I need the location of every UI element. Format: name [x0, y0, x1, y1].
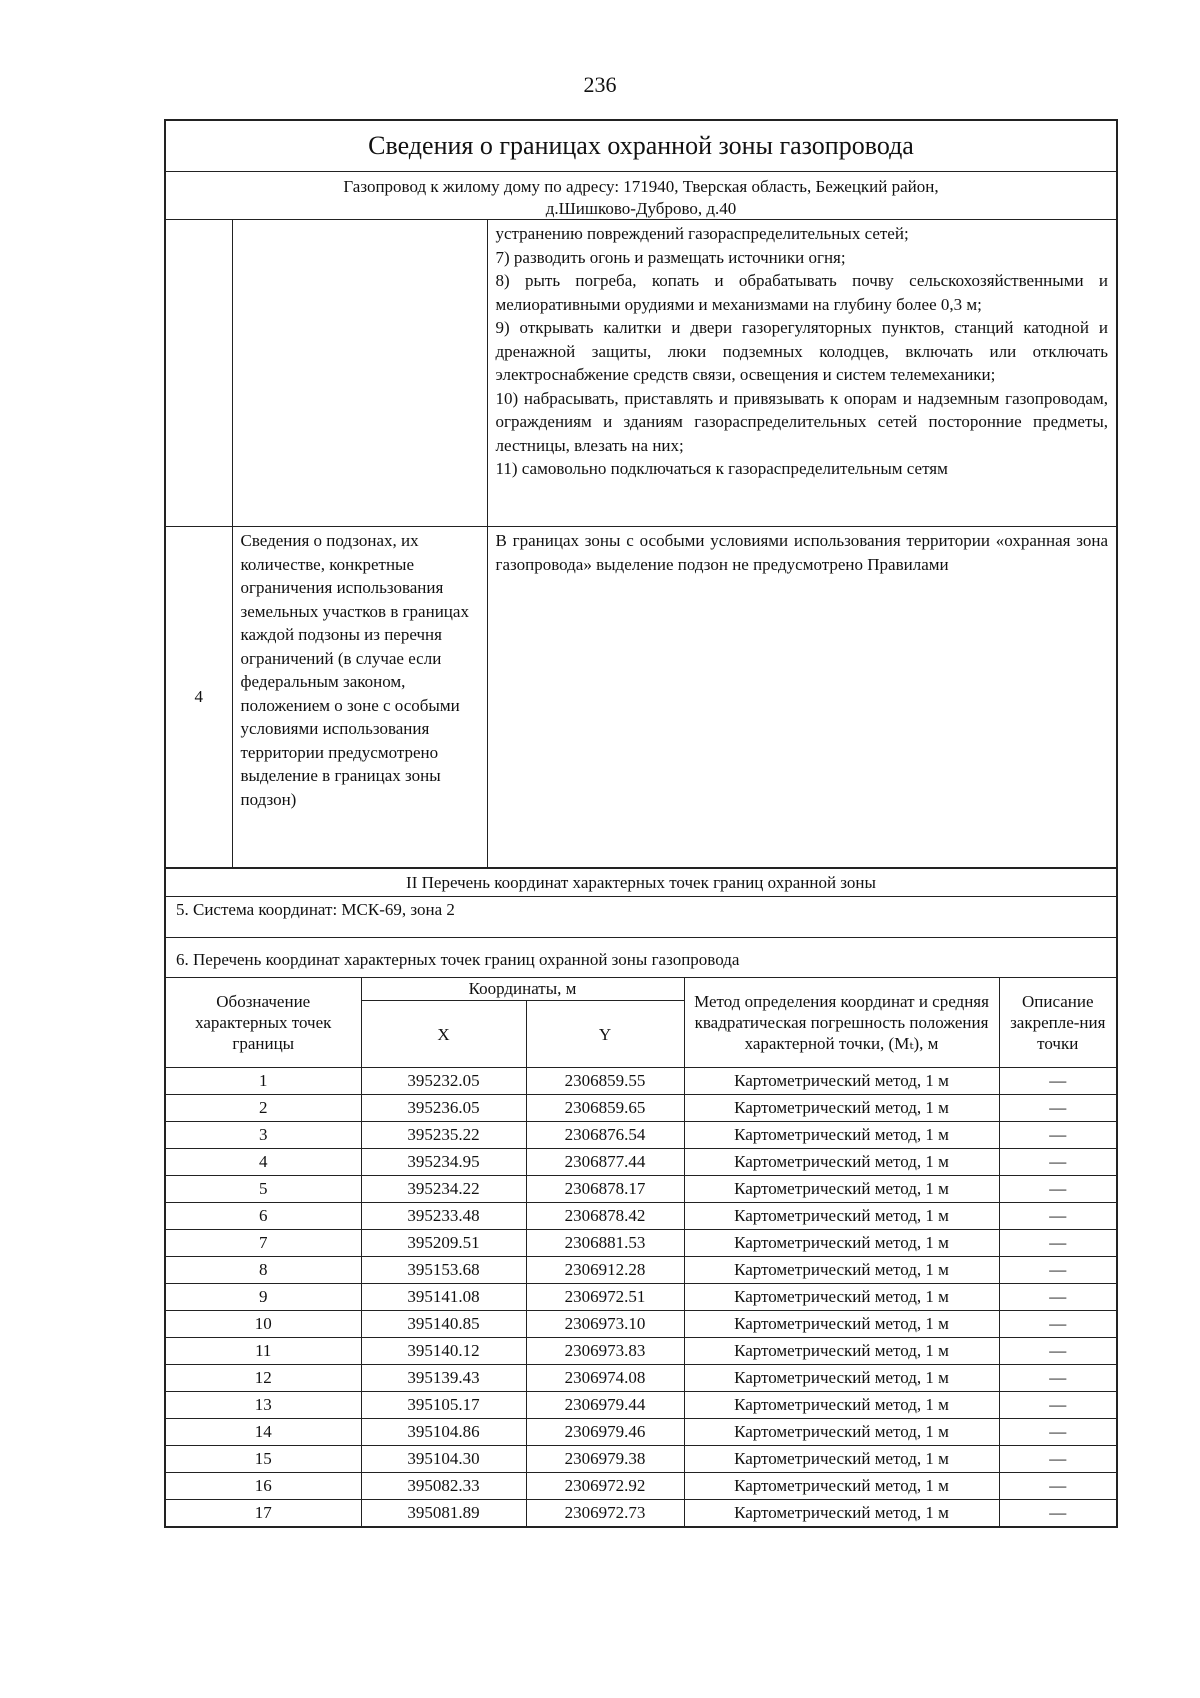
method: Картометрический метод, 1 м: [684, 1257, 999, 1284]
address-line-2: д.Шишково-Дуброво, д.40: [545, 199, 737, 218]
coord-x: 395234.22: [361, 1176, 526, 1203]
row-number: 4: [166, 527, 232, 868]
point-number: 1: [166, 1068, 361, 1095]
restriction-item: 7) разводить огонь и размещать источники огня;: [495, 247, 846, 267]
method: Картометрический метод, 1 м: [684, 1338, 999, 1365]
coord-y: 2306877.44: [526, 1149, 684, 1176]
table-row: [166, 1473, 1116, 1500]
coord-y: 2306912.28: [526, 1257, 684, 1284]
method: Картометрический метод, 1 м: [684, 1122, 999, 1149]
point-description: —: [999, 1473, 1116, 1500]
document-table: [164, 119, 1118, 1528]
table-row: [166, 1203, 1116, 1230]
point-description: —: [999, 1284, 1116, 1311]
coord-x: 395105.17: [361, 1392, 526, 1419]
info-table: [166, 220, 1116, 868]
header-method: Метод определения координат и средняя квадратическая погрешность положения характерной точки, (Mₜ), м: [684, 978, 999, 1068]
coord-y: 2306876.54: [526, 1122, 684, 1149]
subzones-value: В границах зоны с особыми условиями использования территории «охранная зона газопровода» выделение подзон не предусмотрено Правилами: [495, 531, 1108, 574]
method: Картометрический метод, 1 м: [684, 1203, 999, 1230]
point-number: 10: [166, 1311, 361, 1338]
coord-y: 2306979.46: [526, 1419, 684, 1446]
coord-y: 2306973.83: [526, 1338, 684, 1365]
method: Картометрический метод, 1 м: [684, 1419, 999, 1446]
coord-x: 395141.08: [361, 1284, 526, 1311]
section-2-title: II Перечень координат характерных точек границ охранной зоны: [166, 868, 1116, 896]
coord-y: 2306881.53: [526, 1230, 684, 1257]
coord-y: 2306974.08: [526, 1365, 684, 1392]
point-number: 16: [166, 1473, 361, 1500]
coordinate-list-title: 6. Перечень координат характерных точек границ охранной зоны газопровода: [166, 937, 1116, 977]
subzones-label: Сведения о подзонах, их количестве, конкретные ограничения использования земельных участков в границах каждой подзоны из перечня ограничений (в случае если федеральным законом, положением о зоне с особыми условиями использования территории предусмотрено выделение в границах зоны подзон): [232, 527, 487, 868]
restrictions-cell: [487, 220, 1116, 527]
table-row: [166, 1257, 1116, 1284]
point-number: 8: [166, 1257, 361, 1284]
point-description: —: [999, 1311, 1116, 1338]
address-line-1: Газопровод к жилому дому по адресу: 171940, Тверская область, Бежецкий район,: [343, 177, 939, 196]
method: Картометрический метод, 1 м: [684, 1473, 999, 1500]
point-number: 9: [166, 1284, 361, 1311]
header-y: Y: [526, 1001, 684, 1068]
point-number: 13: [166, 1392, 361, 1419]
table-row: [166, 1068, 1116, 1095]
method: Картометрический метод, 1 м: [684, 1284, 999, 1311]
point-description: —: [999, 1230, 1116, 1257]
restriction-item: 11) самовольно подключаться к газораспределительным сетям: [495, 459, 948, 478]
table-row: [166, 1500, 1116, 1527]
point-description: —: [999, 1446, 1116, 1473]
point-number: 2: [166, 1095, 361, 1122]
header-point: Обозначение характерных точек границы: [166, 978, 361, 1068]
method: Картометрический метод, 1 м: [684, 1230, 999, 1257]
point-description: —: [999, 1149, 1116, 1176]
point-number: 12: [166, 1365, 361, 1392]
coord-y: 2306979.44: [526, 1392, 684, 1419]
coord-y: 2306859.65: [526, 1095, 684, 1122]
restriction-item: 8) рыть погреба, копать и обрабатывать почву сельскохозяйственными и мелиоративными орудиями и механизмами на глубину более 0,3 м;: [495, 271, 1108, 314]
coord-y: 2306972.92: [526, 1473, 684, 1500]
coord-x: 395140.85: [361, 1311, 526, 1338]
coord-y: 2306878.42: [526, 1203, 684, 1230]
coord-x: 395232.05: [361, 1068, 526, 1095]
subzones-value-cell: [487, 527, 1116, 868]
method: Картометрический метод, 1 м: [684, 1392, 999, 1419]
point-description: —: [999, 1203, 1116, 1230]
coord-y: 2306972.51: [526, 1284, 684, 1311]
restriction-item: устранению повреждений газораспределительных сетей;: [495, 224, 909, 243]
coord-x: 395081.89: [361, 1500, 526, 1527]
table-row: [166, 1149, 1116, 1176]
coord-y: 2306973.10: [526, 1311, 684, 1338]
document-title: Сведения о границах охранной зоны газопровода: [166, 121, 1116, 172]
point-description: —: [999, 1500, 1116, 1527]
point-number: 14: [166, 1419, 361, 1446]
coord-x: 395104.30: [361, 1446, 526, 1473]
point-description: —: [999, 1365, 1116, 1392]
gas-pipeline-address: [166, 172, 1116, 220]
coord-x: 395140.12: [361, 1338, 526, 1365]
point-description: —: [999, 1392, 1116, 1419]
point-number: 11: [166, 1338, 361, 1365]
table-row: [166, 1122, 1116, 1149]
method: Картометрический метод, 1 м: [684, 1095, 999, 1122]
point-number: 6: [166, 1203, 361, 1230]
point-number: 7: [166, 1230, 361, 1257]
coord-y: 2306878.17: [526, 1176, 684, 1203]
point-number: 4: [166, 1149, 361, 1176]
coord-x: 395153.68: [361, 1257, 526, 1284]
coord-y: 2306972.73: [526, 1500, 684, 1527]
table-row: [166, 1176, 1116, 1203]
table-row: [166, 1338, 1116, 1365]
coord-x: 395236.05: [361, 1095, 526, 1122]
coord-y: 2306979.38: [526, 1446, 684, 1473]
point-description: —: [999, 1068, 1116, 1095]
restrictions-continued-row: [166, 220, 1116, 527]
point-description: —: [999, 1176, 1116, 1203]
method: Картометрический метод, 1 м: [684, 1149, 999, 1176]
point-description: —: [999, 1419, 1116, 1446]
point-number: 17: [166, 1500, 361, 1527]
subzones-row: [166, 527, 1116, 868]
method: Картометрический метод, 1 м: [684, 1365, 999, 1392]
header-description: Описание закрепле-ния точки: [999, 978, 1116, 1068]
coord-x: 395104.86: [361, 1419, 526, 1446]
coord-x: 395139.43: [361, 1365, 526, 1392]
header-x: X: [361, 1001, 526, 1068]
coord-x: 395233.48: [361, 1203, 526, 1230]
point-description: —: [999, 1122, 1116, 1149]
point-description: —: [999, 1095, 1116, 1122]
empty-label-cell: [232, 220, 487, 527]
table-row: [166, 1284, 1116, 1311]
table-row: [166, 1095, 1116, 1122]
coordinate-system: 5. Система координат: МСК-69, зона 2: [166, 896, 1116, 937]
coord-x: 395209.51: [361, 1230, 526, 1257]
coord-x: 395235.22: [361, 1122, 526, 1149]
table-row: [166, 1365, 1116, 1392]
coord-y: 2306859.55: [526, 1068, 684, 1095]
method: Картометрический метод, 1 м: [684, 1500, 999, 1527]
method: Картометрический метод, 1 м: [684, 1176, 999, 1203]
coord-x: 395082.33: [361, 1473, 526, 1500]
table-row: [166, 1230, 1116, 1257]
method: Картометрический метод, 1 м: [684, 1311, 999, 1338]
table-row: [166, 1311, 1116, 1338]
method: Картометрический метод, 1 м: [684, 1068, 999, 1095]
page-number: 236: [583, 72, 617, 97]
point-number: 15: [166, 1446, 361, 1473]
coordinates-table: [166, 977, 1116, 1526]
header-coordinates: Координаты, м: [361, 978, 684, 1001]
method: Картометрический метод, 1 м: [684, 1446, 999, 1473]
table-row: [166, 1392, 1116, 1419]
restriction-item: 10) набрасывать, приставлять и привязывать к опорам и надземным газопроводам, ограждениям и зданиям газораспределительных сетей посторонние предметы, лестницы, влезать на них;: [495, 388, 1108, 455]
point-description: —: [999, 1257, 1116, 1284]
table-row: [166, 1419, 1116, 1446]
point-description: —: [999, 1338, 1116, 1365]
restriction-item: 9) открывать калитки и двери газорегуляторных пунктов, станций катодной и дренажной защиты, люки подземных колодцев, включать или отключать электроснабжение средств связи, освещения и систем телемеханики;: [495, 318, 1108, 384]
coord-x: 395234.95: [361, 1149, 526, 1176]
table-row: [166, 1446, 1116, 1473]
point-number: 5: [166, 1176, 361, 1203]
empty-number-cell: [166, 220, 232, 527]
point-number: 3: [166, 1122, 361, 1149]
